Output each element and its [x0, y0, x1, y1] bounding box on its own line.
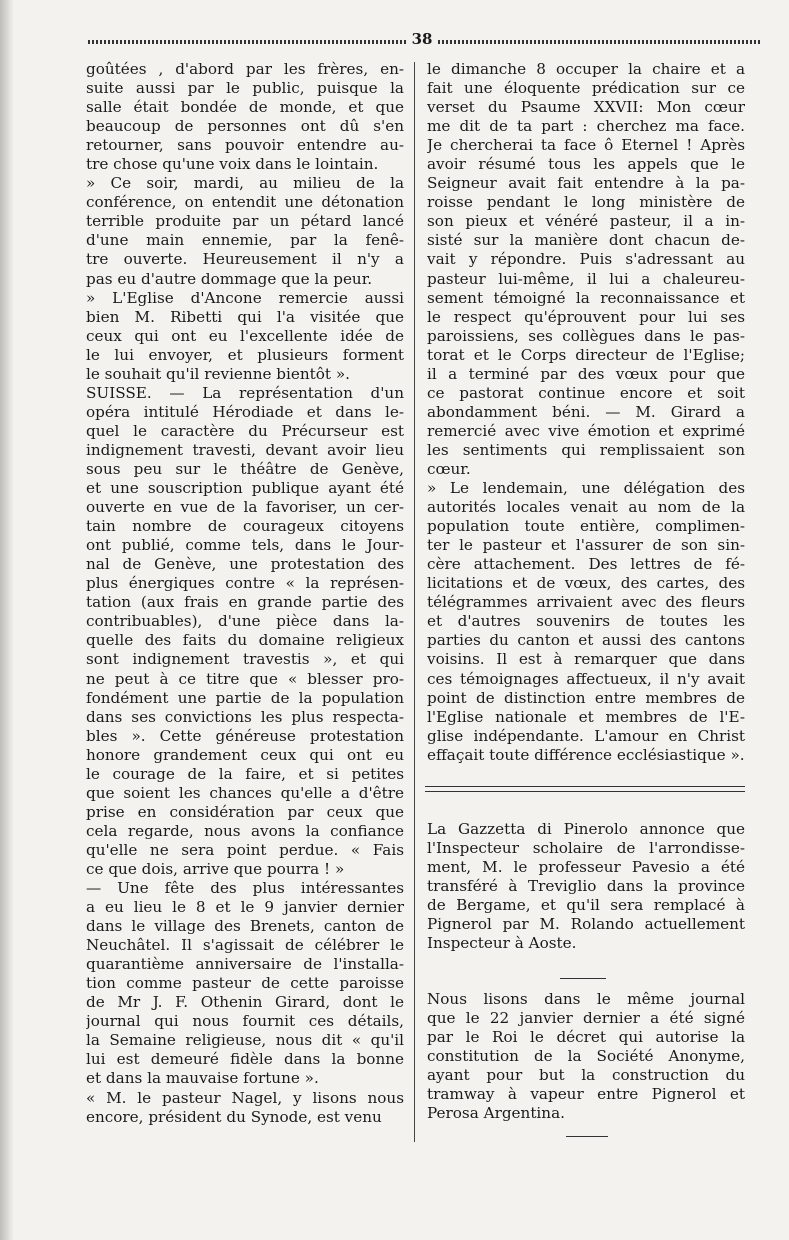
- text-line: tion comme pasteur de cette paroisse: [86, 974, 404, 993]
- text-line: suite aussi par le public, puisque la: [86, 79, 404, 98]
- text-line: quarantième anniversaire de l'installa-: [86, 955, 404, 974]
- text-line: verset du Psaume XXVII: Mon cœur: [427, 98, 745, 117]
- text-line: honore grandement ceux qui ont eu: [86, 745, 404, 764]
- text-line: prise en considération par ceux que: [86, 802, 404, 821]
- text-line: sisté sur la manière dont chacun de-: [427, 231, 745, 250]
- text-line: cœur.: [427, 459, 471, 478]
- text-line: ces témoignages affectueux, il n'y avait: [427, 669, 745, 688]
- text-line: sous peu sur le théâtre de Genève,: [86, 459, 404, 478]
- text-line: et une souscription publique ayant été: [86, 479, 404, 498]
- notice-gazzetta: [427, 820, 745, 953]
- column-divider: [414, 62, 415, 1142]
- text-line: dans le village des Brenets, canton de: [86, 917, 404, 936]
- text-line: « M. le pasteur Nagel, y lisons nous: [86, 1088, 404, 1107]
- text-line: » Le lendemain, une délégation des: [427, 479, 745, 498]
- text-line: goûtées , d'abord par les frères, en-: [86, 60, 404, 78]
- text-line: plus énergiques contre « la représen-: [86, 574, 404, 593]
- text-line: vait y répondre. Puis s'adressant au: [427, 250, 745, 269]
- notice-separator: [560, 978, 606, 979]
- text-line: par le Roi le décret qui autorise la: [427, 1028, 745, 1047]
- text-line: nal de Genève, une protestation des: [86, 555, 404, 574]
- text-line: beaucoup de personnes ont dû s'en: [86, 117, 404, 136]
- text-line: que soient les chances qu'elle a d'être: [86, 783, 404, 802]
- text-line: a eu lieu le 8 et le 9 janvier dernier: [86, 898, 404, 917]
- text-line: la Semaine religieuse, nous dit « qu'il: [86, 1031, 404, 1050]
- text-line: transféré à Treviglio dans la province: [427, 877, 745, 896]
- text-line: pasteur lui-même, il lui a chaleureu-: [427, 269, 745, 288]
- text-line: le souhait qu'il revienne bientôt ».: [86, 364, 350, 383]
- text-line: ne peut à ce titre que « blesser pro-: [86, 669, 404, 688]
- page-edge-shadow: [0, 0, 14, 1240]
- text-line: ce que dois, arrive que pourra ! »: [86, 859, 345, 878]
- text-line: roisse pendant le long ministère de: [427, 193, 745, 212]
- text-line: de Bergame, et qu'il sera remplacé à: [427, 896, 745, 915]
- text-line: tation (aux frais en grande partie des: [86, 593, 404, 612]
- text-line: bles ». Cette généreuse protestation: [86, 726, 404, 745]
- text-line: Neuchâtel. Il s'agissait de célébrer le: [86, 936, 404, 955]
- text-line: voisins. Il est à remarquer que dans: [427, 650, 745, 669]
- text-line: quel le caractère du Précurseur est: [86, 421, 404, 440]
- text-line: SUISSE. — La représentation d'un: [86, 383, 404, 402]
- text-line: La Gazzetta di Pinerolo annonce que: [427, 820, 745, 838]
- text-line: télégrammes arrivaient avec des fleurs: [427, 593, 745, 612]
- text-line: autorités locales venait au nom de la: [427, 498, 745, 517]
- text-line: tramway à vapeur entre Pignerol et: [427, 1085, 745, 1104]
- header-rule-left: [88, 40, 406, 44]
- text-line: point de distinction entre membres de: [427, 688, 745, 707]
- text-line: terrible produite par un pétard lancé: [86, 212, 404, 231]
- text-line: tain nombre de courageux citoyens: [86, 517, 404, 536]
- text-line: il a terminé par des vœux pour que: [427, 364, 745, 383]
- text-line: tre chose qu'une voix dans le lointain.: [86, 155, 379, 174]
- text-line: lui est demeuré fidèle dans la bonne: [86, 1050, 404, 1069]
- text-line: qu'elle ne sera point perdue. « Fais: [86, 840, 404, 859]
- text-line: et d'autres souvenirs de toutes les: [427, 612, 745, 631]
- text-line: Seigneur avait fait entendre à la pa-: [427, 174, 745, 193]
- text-line: me dit de ta part : cherchez ma face.: [427, 117, 745, 136]
- text-line: Perosa Argentina.: [427, 1104, 565, 1123]
- left-column: [86, 60, 404, 1127]
- text-line: l'Eglise nationale et membres de l'E-: [427, 707, 745, 726]
- text-line: constitution de la Société Anonyme,: [427, 1047, 745, 1066]
- text-line: que le 22 janvier dernier a été signé: [427, 1009, 745, 1028]
- header-rule-right: [438, 40, 760, 44]
- text-line: opéra intitulé Hérodiade et dans le-: [86, 402, 404, 421]
- text-line: Inspecteur à Aoste.: [427, 934, 577, 953]
- text-line: journal qui nous fournit ces détails,: [86, 1012, 404, 1031]
- section-separator: [425, 786, 745, 792]
- text-line: remercié avec vive émotion et exprimé: [427, 421, 745, 440]
- text-line: fondément une partie de la population: [86, 688, 404, 707]
- text-line: le courage de la faire, et si petites: [86, 764, 404, 783]
- page-header: [88, 30, 760, 52]
- text-line: les sentiments qui remplissaient son: [427, 440, 745, 459]
- text-line: avoir résumé tous les appels que le: [427, 155, 745, 174]
- text-line: ment, M. le professeur Pavesio a été: [427, 858, 745, 877]
- text-line: ouverte en vue de la favoriser, un cer-: [86, 498, 404, 517]
- text-line: cela regarde, nous avons la confiance: [86, 821, 404, 840]
- text-line: licitations et de vœux, des cartes, des: [427, 574, 745, 593]
- text-line: le respect qu'éprouvent pour lui ses: [427, 307, 745, 326]
- text-line: — Une fête des plus intéressantes: [86, 879, 404, 898]
- text-line: le lui envoyer, et plusieurs forment: [86, 345, 404, 364]
- text-line: de Mr J. F. Othenin Girard, dont le: [86, 993, 404, 1012]
- text-line: » L'Eglise d'Ancone remercie aussi: [86, 288, 404, 307]
- text-line: retourner, sans pouvoir entendre au-: [86, 136, 404, 155]
- text-line: contribuables), d'une pièce dans la-: [86, 612, 404, 631]
- text-line: le dimanche 8 occuper la chaire et a: [427, 60, 745, 78]
- text-line: ont publié, comme tels, dans le Jour-: [86, 536, 404, 555]
- text-line: torat et le Corps directeur de l'Eglise;: [427, 345, 745, 364]
- text-line: Je chercherai ta face ô Eternel ! Après: [427, 136, 745, 155]
- text-line: dans ses convictions les plus respecta-: [86, 707, 404, 726]
- text-line: son pieux et vénéré pasteur, il a in-: [427, 212, 745, 231]
- text-line: tre ouverte. Heureusement il n'y a: [86, 250, 404, 269]
- text-line: abondamment béni. — M. Girard a: [427, 402, 745, 421]
- text-line: ceux qui ont eu l'excellente idée de: [86, 326, 404, 345]
- text-line: cère attachement. Des lettres de fé-: [427, 555, 745, 574]
- text-line: indignement travesti, devant avoir lieu: [86, 440, 404, 459]
- text-line: » Ce soir, mardi, au milieu de la: [86, 174, 404, 193]
- text-line: d'une main ennemie, par la fenê-: [86, 231, 404, 250]
- text-line: paroissiens, ses collègues dans le pas-: [427, 326, 745, 345]
- text-line: et dans la mauvaise fortune ».: [86, 1069, 319, 1088]
- text-line: Pignerol par M. Rolando actuellement: [427, 915, 745, 934]
- page-number: 38: [411, 30, 433, 48]
- text-line: l'Inspecteur scholaire de l'arrondisse-: [427, 839, 745, 858]
- text-line: fait une éloquente prédication sur ce: [427, 79, 745, 98]
- text-line: parties du canton et aussi des cantons: [427, 631, 745, 650]
- text-line: ter le pasteur et l'assurer de son sin-: [427, 536, 745, 555]
- text-line: quelle des faits du domaine religieux: [86, 631, 404, 650]
- text-line: conférence, on entendit une détonation: [86, 193, 404, 212]
- text-line: ce pastorat continue encore et soit: [427, 383, 745, 402]
- notice-tramway: [427, 990, 745, 1123]
- text-line: sement témoigné la reconnaissance et: [427, 288, 745, 307]
- text-line: Nous lisons dans le même journal: [427, 990, 745, 1008]
- text-line: population toute entière, complimen-: [427, 517, 745, 536]
- text-line: bien M. Ribetti qui l'a visitée que: [86, 307, 404, 326]
- text-line: sont indignement travestis », et qui: [86, 650, 404, 669]
- end-separator: [566, 1136, 608, 1137]
- text-line: effaçait toute différence ecclésiastique ».: [427, 745, 745, 764]
- text-line: glise indépendante. L'amour en Christ: [427, 726, 745, 745]
- right-column: [427, 60, 745, 765]
- text-line: pas eu d'autre dommage que la peur.: [86, 269, 373, 288]
- text-line: encore, président du Synode, est venu: [86, 1107, 382, 1126]
- text-line: salle était bondée de monde, et que: [86, 98, 404, 117]
- text-line: ayant pour but la construction du: [427, 1066, 745, 1085]
